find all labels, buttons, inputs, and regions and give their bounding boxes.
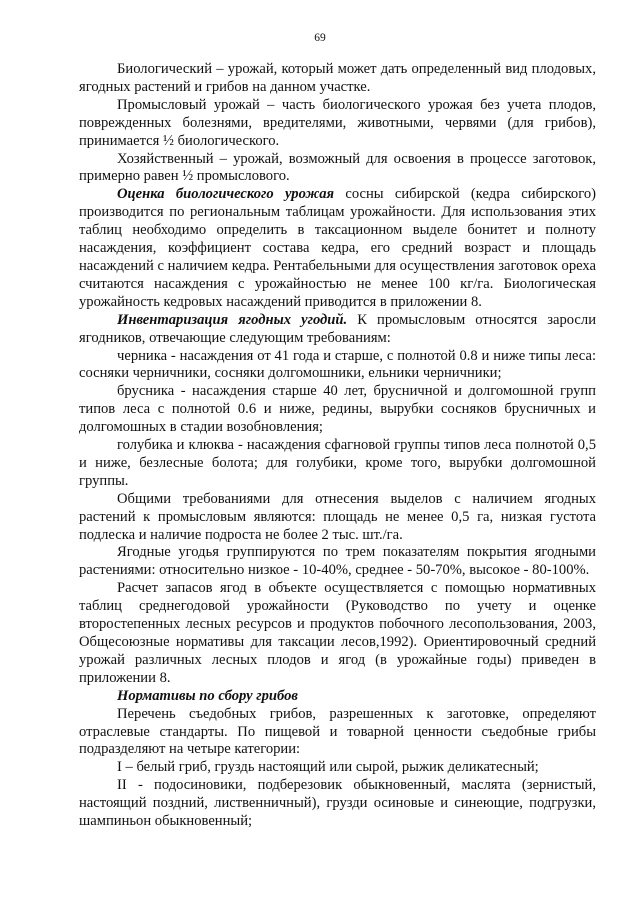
paragraph-biological-yield: Биологический – урожай, который может дать определенный вид плодовых, ягодных растений и грибов на данном участке. [79,61,596,95]
paragraph-text: сосны сибирской (кедра сибирского) производится по региональным таблицам урожайности. Для использования этих таблиц необходимо определить в таксационном выделе бонитет и полноту насаждения, коэффициент состава кедра, его средний возраст и площадь насаждений с наличием кедра. Рентабельными для осуществления заготовок ореха считаются насаждения с урожайностью не менее 100 кг/га. Биологическая урожайность кедровых насаждений приводится в приложении 8. [79,186,597,310]
paragraph-mushroom-category-1: I – белый гриб, груздь настоящий или сырой, рыжик деликатесный; [117,759,539,776]
paragraph-commercial-yield: Промысловый урожай – часть биологического урожая без учета плодов, поврежденных болезнями, вредителями, животными, червями (для грибов), принимается ½ биологического. [79,96,596,149]
paragraph-lingonberry: брусника - насаждения старше 40 лет, брусничной и долгомошной групп типов леса с полнотой 0.6 и ниже, редины, вырубки сосняков брусничных и долгомошных в стадии возобновления; [79,383,596,436]
page-body [79,61,596,831]
paragraph-general-requirements: Общими требованиями для отнесения выделов с наличием ягодных растений к промысловым являются: площадь не менее 0,5 га, низкая густота подлеска и наличие подроста не более 2 тыс. шт./га. [79,490,596,543]
paragraph-bog-bilberry-cranberry: голубика и клюква - насаждения сфагновой группы типов леса полнотой 0,5 и ниже, безлесные болота; для голубики, кроме того, вырубки долгомошной группы. [79,437,596,489]
inline-heading-mushroom-norms: Нормативы по сбору грибов [117,687,298,704]
paragraph-berry-coverage: Ягодные угодья группируются по трем показателям покрытия ягодными растениями: относительно низкое - 10-40%, среднее - 50-70%, высокое - 80-100%. [79,544,596,579]
page-number: 69 [314,32,326,44]
paragraph-blueberry: черника - насаждения от 41 года и старше, с полнотой 0.8 и ниже типы леса: сосняки черничники, сосняки долгомошники, ельники черничники; [79,347,596,382]
paragraph-mushroom-norms-heading [79,688,596,706]
paragraph-berry-inventory [79,312,596,348]
paragraph-economic-yield: Хозяйственный – урожай, возможный для освоения в процессе заготовок, примерно равен ½ промыслового. [79,150,596,185]
inline-heading-assessment: Оценка биологического урожая [117,186,335,203]
paragraph-berry-stock-calculation: Расчет запасов ягод в объекте осуществляется с помощью нормативных таблиц среднегодовой урожайности (Руководство по учету и оценке второстепенных лесных ресурсов и продуктов побочного лесопользования, 2003, Общесоюзные нормативы для таксации лесов,1992). Ориентировочный средний урожай различных лесных плодов и ягод (в урожайные годы) приведен в приложении 8. [79,580,596,686]
paragraph-biological-yield-assessment [79,186,596,311]
paragraph-mushroom-list: Перечень съедобных грибов, разрешенных к заготовке, определяют отраслевые стандарты. По пищевой и товарной ценности съедобные грибы подразделяют на четыре категории: [79,705,596,758]
paragraph-text: К промысловым относятся заросли ягодников, отвечающие следующим требованиям: [79,311,597,346]
paragraph-mushroom-category-2: II - подосиновики, подберезовик обыкновенный, маслята (зернистый, настоящий поздний, лиственничный), грузди осиновые и синеющие, подгрузки, шампиньон обыкновенный; [79,777,596,830]
inline-heading-berry-inventory: Инвентаризация ягодных угодий. [117,311,348,328]
